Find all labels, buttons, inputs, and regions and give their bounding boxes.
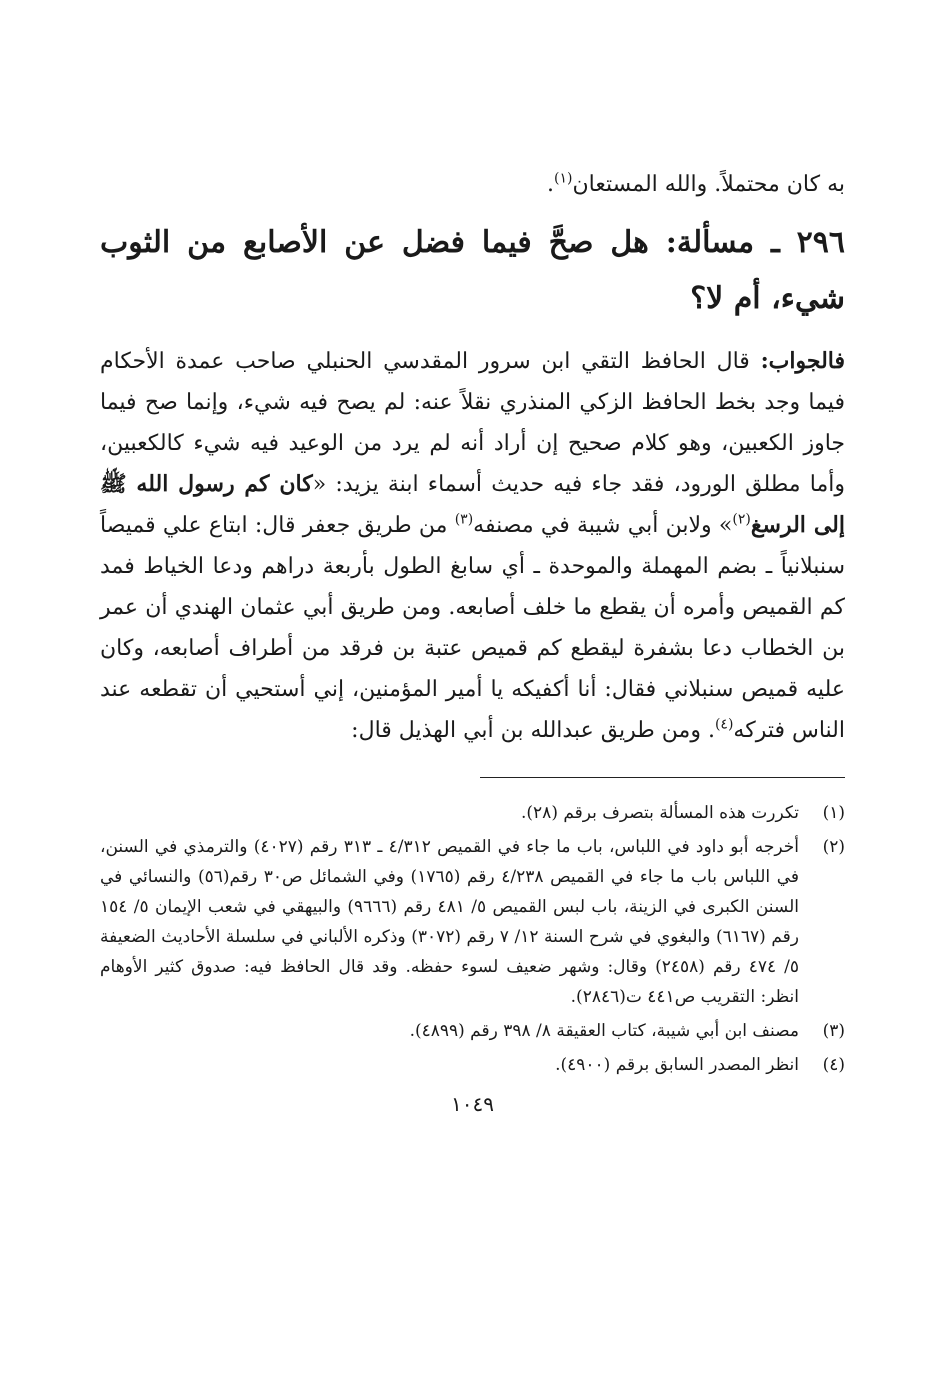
footnote-text: انظر المصدر السابق برقم (٤٩٠٠). — [555, 1055, 799, 1075]
footnote-item — [100, 1050, 845, 1080]
intro-end: . — [547, 172, 555, 197]
footnote-ref-2[interactable]: (٢) — [732, 511, 751, 528]
footnote-text: تكررت هذه المسألة بتصرف برقم (٢٨). — [521, 803, 799, 823]
footnote-ref-3[interactable]: (٣) — [454, 511, 474, 528]
question-heading — [100, 215, 845, 327]
page-number: ١٠٤٩ — [451, 1092, 494, 1116]
answer-label: فالجواب: — [760, 348, 845, 374]
footnote-number: (٣) — [822, 1021, 845, 1041]
intro-text: به كان محتملاً. والله المستعان — [572, 172, 845, 197]
hadith-quote: كان كم رسول الله ﷺ إلى الرسغ — [100, 471, 845, 538]
footnote-number: (٤) — [822, 1055, 845, 1075]
footnote-item — [100, 832, 845, 1012]
intro-line — [100, 163, 845, 207]
page-body — [100, 155, 845, 1116]
footnote-text: مصنف ابن أبي شيبة، كتاب العقيقة ٨/ ٣٩٨ رقم (٤٨٩٩). — [409, 1021, 799, 1041]
question-label: مسألة: — [665, 225, 755, 260]
footnote-number: (٢) — [822, 837, 845, 857]
footnote-item — [100, 798, 845, 828]
answer-part-4: . ومن طريق عبدالله بن أبي الهذيل قال: — [351, 718, 715, 743]
footnote-text: أخرجه أبو داود في اللباس، باب ما جاء في القميص ٤/٣١٢ ـ ٣١٣ رقم (٤٠٢٧) والترمذي في السنن، في اللباس باب ما جاء في القميص ٤/٢٣٨ رقم (١٧٦٥) وفي الشمائل ص٣٠ رقم(٥٦) والنسائي في السنن الكبرى في الزينة، باب لبس القميص ٥/ ٤٨١ رقم (٩٦٦٦) والبيهقي في شعب الإيمان ٥/ ١٥٤ رقم (٦١٦٧) والبغوي في شرح السنة ١٢/ ٧ رقم (٣٠٧٢) وذكره الألباني في سلسلة الأحاديث الضعيفة ٥/ ٤٧٤ رقم (٢٤٥٨) وقال: وشهر ضعيف لسوء حفظه. وقد قال الحافظ فيه: صدوق كثير الأوهام انظر: التقريب ص٤٤١ ت(٢٨٤٦). — [100, 837, 800, 1007]
answer-part-3: من طريق جعفر قال: ابتاع علي قميصاً سنبلانياً ـ بضم المهملة والموحدة ـ أي سابغ الطول بأربعة دراهم ودعا الخياط فمد كم القميص وأمره أن يقطع ما خلف أصابعه. ومن طريق أبي عثمان الهندي أن عمر بن الخطاب دعا بشفرة ليقطع كم قميص عتبة بن فرقد من أطراف أصابعه، وكان عليه قميص سنبلاني فقال: أنا أكفيكه يا أمير المؤمنين، إني أستحيي أن تقطعه عند الناس فتركه — [100, 513, 846, 743]
footnote-ref-1[interactable]: (١) — [554, 170, 573, 187]
question-number: ٢٩٦ ـ — [770, 225, 846, 260]
footnote-number: (١) — [822, 803, 845, 823]
footnote-ref-4[interactable]: (٤) — [714, 716, 734, 733]
answer-part-2: » ولابن أبي شيبة في مصنفه — [473, 513, 733, 538]
question-text: هل صحَّ فيما فضل عن الأصابع من الثوب شيء، أم لا؟ — [100, 225, 845, 316]
footnote-item — [100, 1016, 845, 1046]
answer-paragraph — [100, 341, 845, 751]
answer-part-1: قال الحافظ التقي ابن سرور المقدسي الحنبلي صاحب عمدة الأحكام فيما وجد بخط الحافظ الزكي المنذري نقلاً عنه: لم يصح فيه شيء، وإنما صح فيما جاوز الكعبين، وهو كلام صحيح إن أراد أنه لم يرد من الوعيد فيه شيء كالكعبين، وأما مطلق الورود، فقد جاء فيه حديث أسماء ابنة يزيد: « — [100, 349, 845, 497]
footnotes-list — [100, 798, 845, 1080]
footnote-separator — [480, 777, 845, 778]
